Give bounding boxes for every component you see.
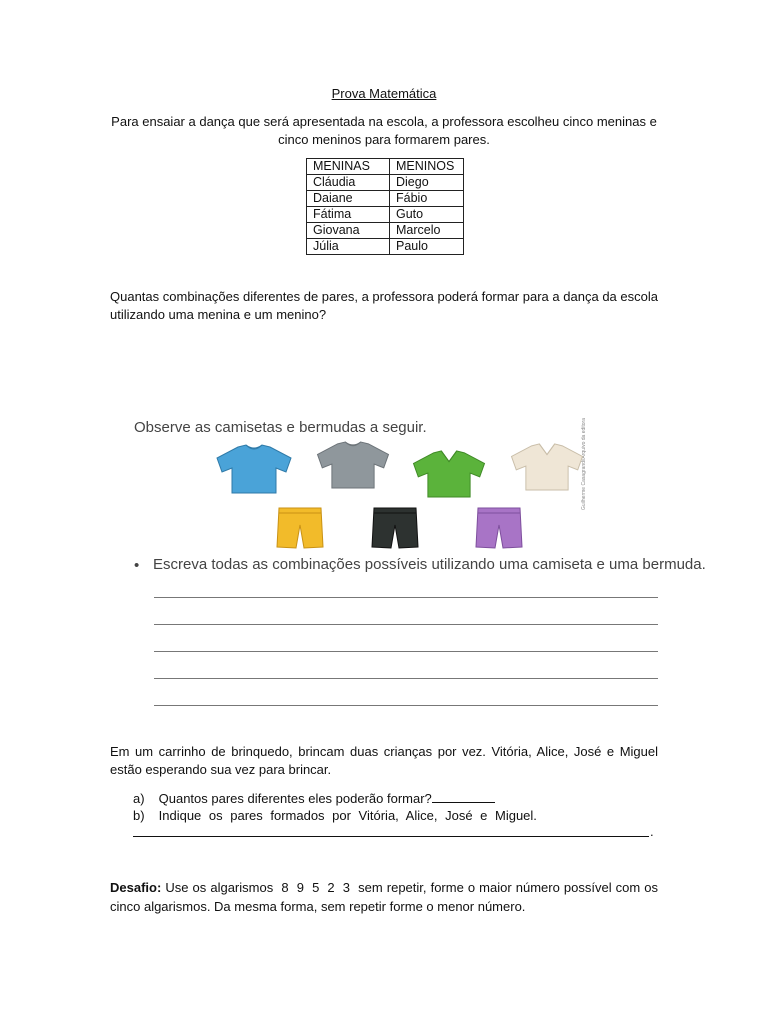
table-cell: Guto xyxy=(390,207,464,223)
subquestion-a xyxy=(133,790,495,807)
answer-line[interactable] xyxy=(155,836,649,837)
table-row xyxy=(307,239,464,255)
yellow-shorts xyxy=(276,507,324,549)
question-pairs: Quantas combinações diferentes de pares, a professora poderá formar para a dança da escola utilizando uma menina e um menino? xyxy=(110,289,658,322)
green-shirt xyxy=(411,450,487,498)
table-cell: Fábio xyxy=(390,191,464,207)
answer-blank[interactable] xyxy=(432,791,495,803)
table-row xyxy=(307,223,464,239)
page-title: Prova Matemática xyxy=(331,86,437,101)
challenge-label: Desafio: xyxy=(110,880,162,895)
image-credit: Guilherme Casagrandi/Arquivo da editora xyxy=(581,418,587,510)
answer-line[interactable] xyxy=(154,651,658,652)
table-cell: Marcelo xyxy=(390,223,464,239)
table-row xyxy=(307,191,464,207)
table-cell: Daiane xyxy=(307,191,390,207)
answer-line[interactable] xyxy=(154,678,658,679)
table-cell: Cláudia xyxy=(307,175,390,191)
clothes-instruction: Escreva todas as combinações possíveis utilizando uma camiseta e uma bermuda. xyxy=(153,556,706,573)
black-shorts xyxy=(370,507,420,549)
table-header-row xyxy=(307,159,464,175)
answer-line[interactable] xyxy=(154,705,658,706)
table-cell: Júlia xyxy=(307,239,390,255)
challenge-text: Use os algarismos 8 9 5 2 3 sem repetir, forme o maior número possível com os cinco algarismos. Da mesma forma, sem repetir forme o menor número. xyxy=(110,880,662,914)
subquestion-text: Indique os pares formados por Vitória, Alice, José e Miguel. xyxy=(158,808,537,823)
table-cell: Diego xyxy=(390,175,464,191)
subquestion-label: b) xyxy=(133,808,145,823)
cream-shirt xyxy=(510,443,584,491)
table-row xyxy=(307,207,464,223)
question-toy-car: Em um carrinho de brinquedo, brincam duas crianças por vez. Vitória, Alice, José e Miguel estão esperando sua vez para brincar. xyxy=(110,744,658,777)
clothes-caption: Observe as camisetas e bermudas a seguir. xyxy=(134,419,427,436)
answer-line[interactable] xyxy=(154,597,658,598)
table-cell: Giovana xyxy=(307,223,390,239)
bullet-icon: • xyxy=(134,557,140,574)
table-header: MENINAS xyxy=(307,159,390,175)
blue-shirt xyxy=(216,444,292,494)
answer-line[interactable] xyxy=(154,624,658,625)
subquestion-text: Quantos pares diferentes eles poderão formar? xyxy=(158,791,432,806)
intro-paragraph: Para ensaiar a dança que será apresentada na escola, a professora escolheu cinco meninas e cinco meninos para formarem pares. xyxy=(111,114,657,147)
table-header: MENINOS xyxy=(390,159,464,175)
purple-shorts xyxy=(474,507,524,549)
end-dot: . xyxy=(650,824,654,839)
challenge-paragraph xyxy=(110,878,662,916)
subquestion-label: a) xyxy=(133,791,145,806)
table-cell: Paulo xyxy=(390,239,464,255)
table-cell: Fátima xyxy=(307,207,390,223)
table-row xyxy=(307,175,464,191)
pairs-table xyxy=(306,158,464,255)
gray-shirt xyxy=(316,441,390,489)
